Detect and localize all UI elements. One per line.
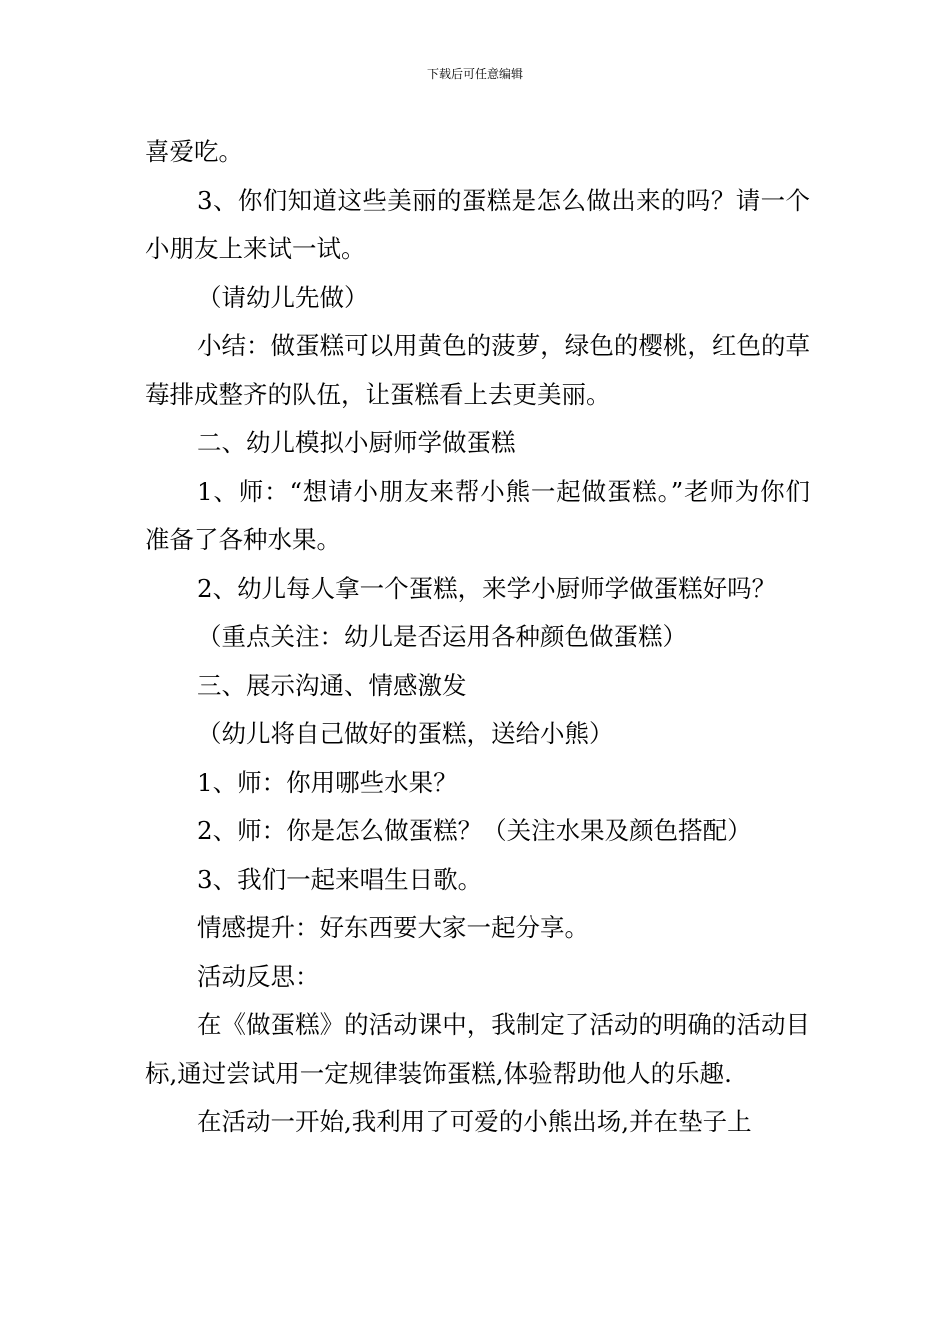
paragraph: 2、师：你是怎么做蛋糕？（关注水果及颜色搭配） (197, 816, 752, 845)
section-heading: 二、幼儿模拟小厨师学做蛋糕 (197, 428, 516, 457)
paragraph: （幼儿将自己做好的蛋糕，送给小熊） (197, 719, 614, 748)
paragraph: （请幼儿先做） (197, 282, 369, 312)
paragraph: 3、我们一起来唱生日歌。 (197, 864, 483, 894)
section-heading: 活动反思： (197, 961, 320, 991)
paragraph: 在活动一开始,我利用了可爱的小熊出场,并在垫子上 (197, 1107, 752, 1136)
paragraph: （重点关注：幼儿是否运用各种颜色做蛋糕） (197, 622, 687, 651)
paragraph: 2、幼儿每人拿一个蛋糕，来学小厨师学做蛋糕好吗？ (197, 573, 777, 603)
paragraph: 小结：做蛋糕可以用黄色的菠萝，绿色的樱桃，红色的草莓排成整齐的队伍，让蛋糕看上去更美丽。 (145, 331, 810, 409)
page-header: 下载后可任意编辑 (426, 67, 523, 81)
paragraph: 喜爱吃。 (145, 137, 243, 166)
document-body (145, 128, 810, 1147)
paragraph: 1、师：“想请小朋友来帮小熊一起做蛋糕。”老师为你们准备了各种水果。 (145, 476, 810, 554)
paragraph: 情感提升：好东西要大家一起分享。 (197, 913, 589, 942)
paragraph: 1、师：你用哪些水果？ (197, 767, 458, 797)
paragraph: 在《做蛋糕》的活动课中，我制定了活动的明确的活动目标,通过尝试用一定规律装饰蛋糕,体验帮助他人的乐趣. (145, 1010, 810, 1088)
paragraph: 3、你们知道这些美丽的蛋糕是怎么做出来的吗？请一个小朋友上来试一试。 (145, 185, 810, 263)
section-heading: 三、展示沟通、情感激发 (197, 670, 467, 700)
